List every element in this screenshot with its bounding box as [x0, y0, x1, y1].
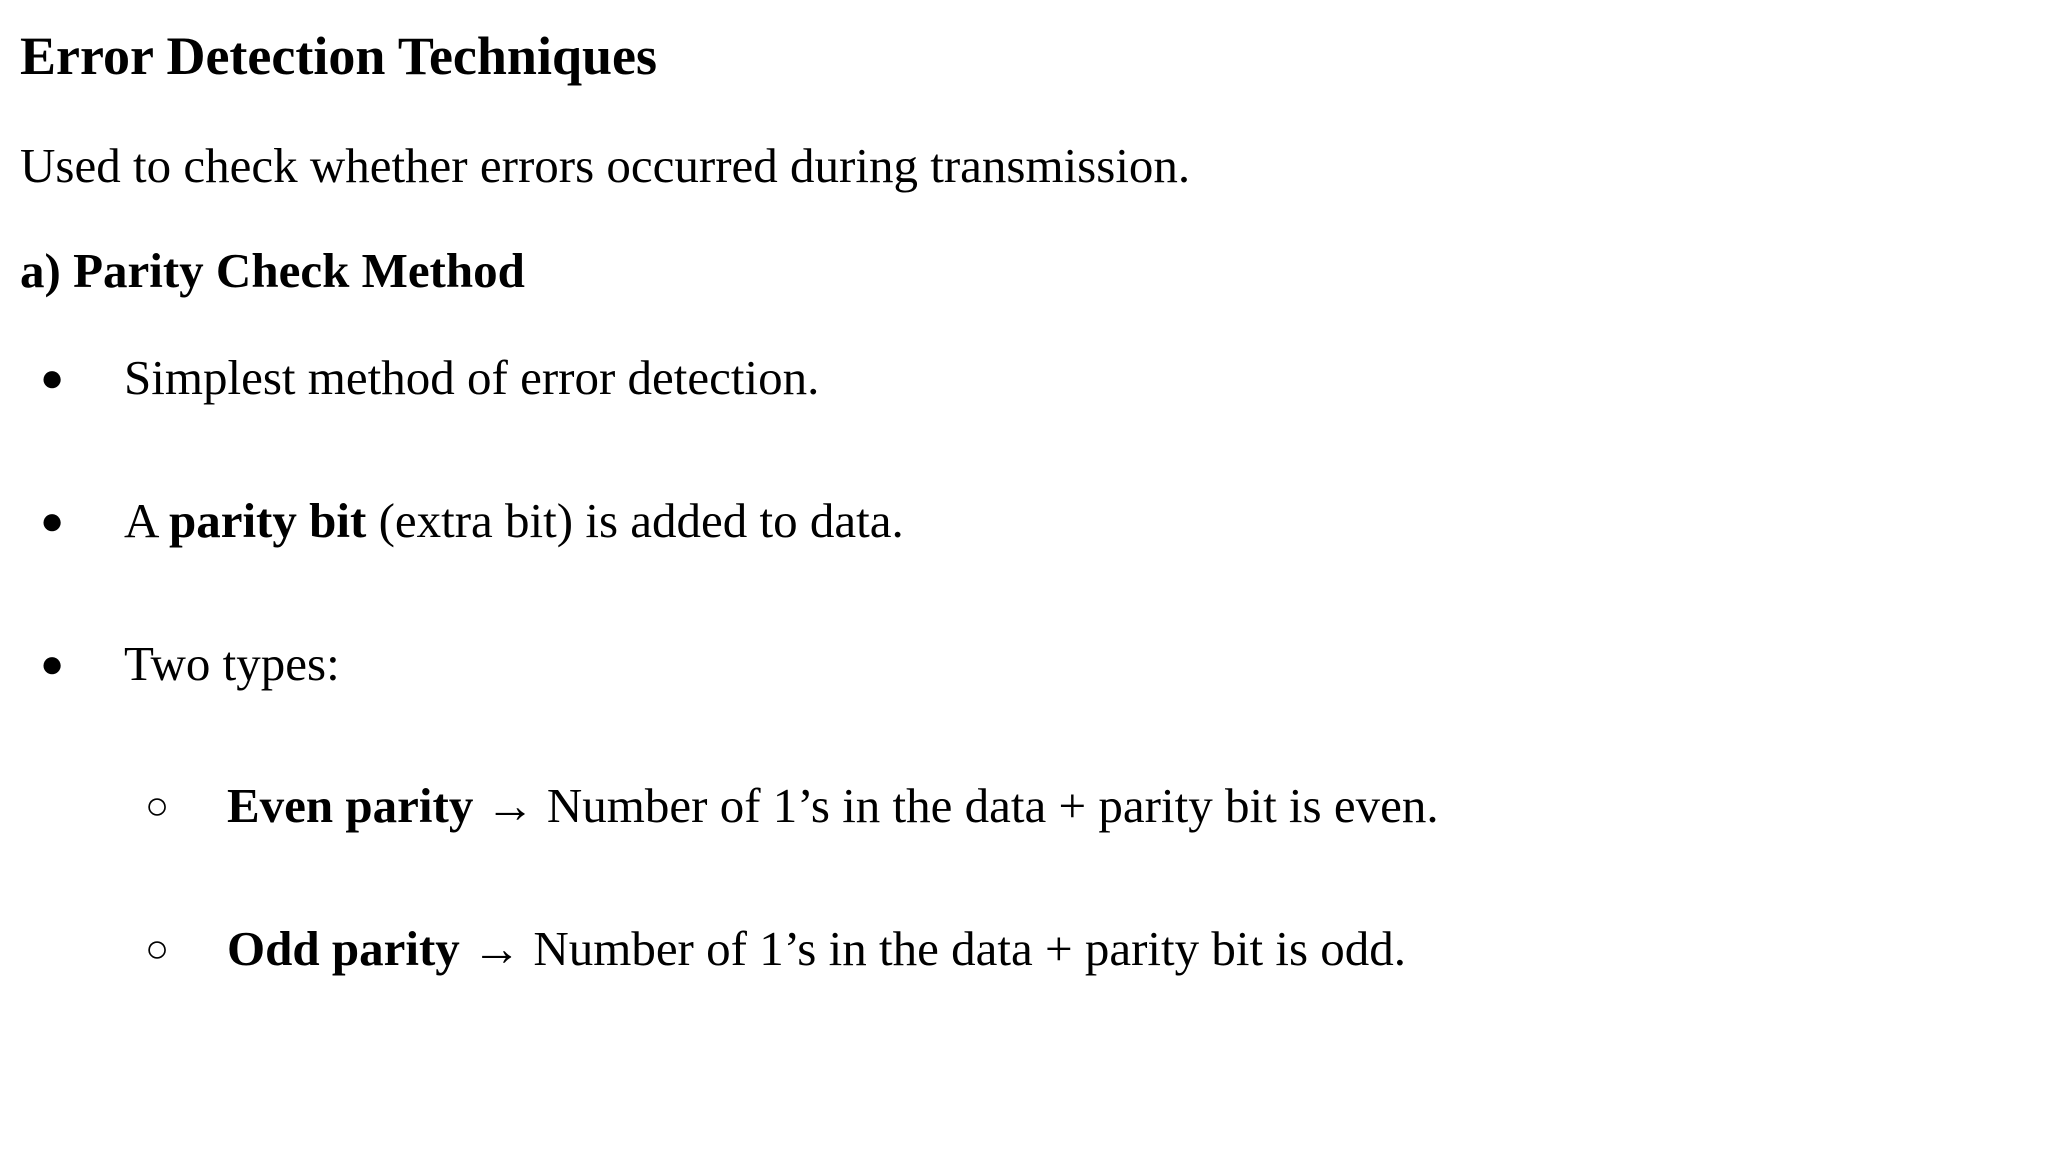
sub-list-item-bold-term: Even parity	[227, 778, 474, 833]
list-item-bold-term: parity bit	[168, 493, 367, 548]
list-item-text: Two types:	[124, 636, 340, 691]
sub-list-item-text: → Number of 1’s in the data + parity bit is even.	[473, 778, 1439, 833]
sub-list-item-text: → Number of 1’s in the data + parity bit is odd.	[459, 921, 1407, 976]
sub-bullet-icon: ○	[145, 926, 170, 971]
bullet-icon: ●	[40, 355, 65, 400]
bullet-icon: ●	[40, 498, 65, 543]
section-heading: a) Parity Check Method	[20, 243, 525, 298]
page-title: Error Detection Techniques	[20, 26, 658, 86]
list-item-text-pre: A	[124, 493, 169, 548]
list-item	[124, 487, 904, 555]
list-item-text-post: (extra bit) is added to data.	[366, 493, 904, 548]
list-item	[124, 630, 340, 698]
sub-list-item	[227, 772, 1439, 840]
list-item	[124, 344, 819, 412]
sub-list-item-bold-term: Odd parity	[227, 921, 460, 976]
sub-list-item	[227, 915, 1406, 983]
sub-bullet-icon: ○	[145, 783, 170, 828]
intro-text: Used to check whether errors occurred during transmission.	[20, 138, 1191, 193]
bullet-icon: ●	[40, 641, 65, 686]
list-item-text: Simplest method of error detection.	[124, 350, 820, 405]
